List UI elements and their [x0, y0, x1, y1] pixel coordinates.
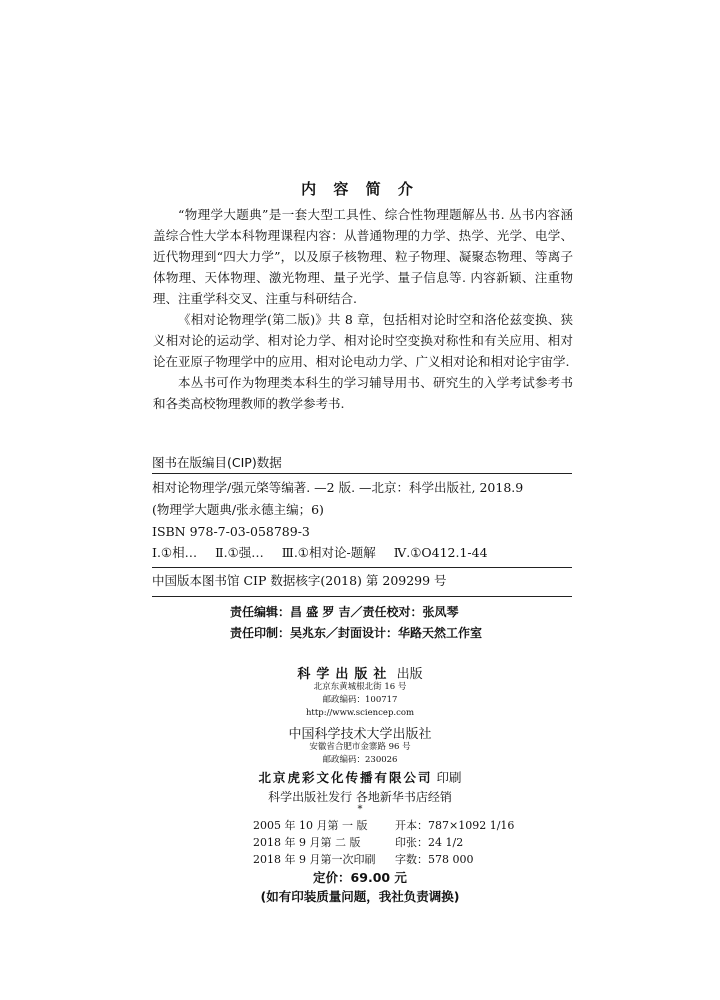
cip-heading: 图书在版编目(CIP)数据 [152, 455, 282, 470]
cip-class-item: Ⅲ.①相对论-题解 [281, 545, 376, 560]
star-separator: * [357, 804, 363, 815]
intro-paragraph: 《相对论物理学(第二版)》共 8 章，包括相对论时空和洛伦兹变换、狭义相对论的运动学、相对论力学、相对论时空变换对称性和有关应用、相对论在亚原子物理学中的应用、相对论电动力学、广义相对论和相对论宇宙学. [153, 312, 573, 369]
section-title: 内 容 简 介 [301, 180, 419, 198]
printer-line [0, 768, 720, 786]
cip-line: 相对论物理学/强元棨等编著. —2 版. —北京：科学出版社, 2018.9 [152, 480, 524, 495]
cip-class-item: Ⅰ.①相… [152, 545, 198, 560]
edition-spec: 开本：787×1092 1/16 [395, 819, 515, 832]
cip-record-number: 中国版本图书馆 CIP 数据核字(2018) 第 209299 号 [152, 573, 447, 588]
divider [152, 473, 572, 474]
publisher-website: http://www.sciencep.com [305, 708, 415, 718]
intro-paragraph: “物理学大题典”是一套大型工具性、综合性物理题解丛书. 丛书内容涵盖综合性大学本科物理课程内容：从普通物理的力学、热学、光学、电学、近代物理到“四大力学”，以及原子核物理、粒子物理、凝聚态物理、等离子体物理、天体物理、激光物理、量子光学、量子信息等. 内容新颖、注重物理、注重学科交叉、注重与科研结合. [153, 207, 573, 306]
quality-note: (如有印装质量问题，我社负责调换) [260, 889, 460, 904]
edition-date: 2005 年 10 月第 一 版 [253, 819, 368, 832]
distribution-line: 科学出版社发行 各地新华书店经销 [268, 790, 452, 804]
cip-class-item: Ⅱ.①强… [215, 545, 264, 560]
divider [152, 567, 572, 568]
publisher-name: 科学出版社 [297, 667, 393, 682]
edition-date: 2018 年 9 月第 二 版 [253, 836, 361, 849]
staff-line: 责任编辑：昌 盛 罗 吉／责任校对：张凤琴 [230, 605, 459, 619]
copublisher-postcode: 邮政编码：230026 [322, 755, 398, 765]
edition-line [253, 851, 483, 867]
publisher-postcode: 邮政编码：100717 [322, 695, 398, 705]
divider [152, 596, 572, 597]
printer-name: 北京虎彩文化传播有限公司 [258, 770, 433, 785]
publisher-line [0, 663, 720, 682]
edition-line [253, 817, 515, 833]
cip-block [152, 477, 572, 543]
cip-line: (物理学大题典/张永德主编；6) [152, 502, 324, 517]
cip-class-item: Ⅳ.①O412.1-44 [393, 545, 488, 560]
cip-classification [152, 543, 572, 561]
intro-paragraph: 本丛书可作为物理类本科生的学习辅导用书、研究生的入学考试参考书和各类高校物理教师的教学参考书. [153, 375, 573, 411]
price: 定价：69.00 元 [313, 870, 407, 885]
edition-spec: 字数：578 000 [395, 853, 474, 866]
printer-suffix: 印刷 [436, 770, 462, 785]
cip-line: ISBN 978-7-03-058789-3 [152, 524, 310, 539]
edition-spec: 印张：24 1/2 [395, 836, 464, 849]
edition-date: 2018 年 9 月第一次印刷 [253, 853, 376, 866]
intro-text [153, 204, 573, 414]
edition-line [253, 834, 483, 850]
staff-line: 责任印制：吴兆东／封面设计：华路天然工作室 [230, 626, 483, 640]
copublisher-address: 安徽省合肥市金寨路 96 号 [309, 742, 411, 752]
publisher-address: 北京东黄城根北街 16 号 [313, 682, 407, 692]
publisher-suffix: 出版 [396, 667, 423, 682]
copublisher-name: 中国科学技术大学出版社 [288, 727, 432, 742]
